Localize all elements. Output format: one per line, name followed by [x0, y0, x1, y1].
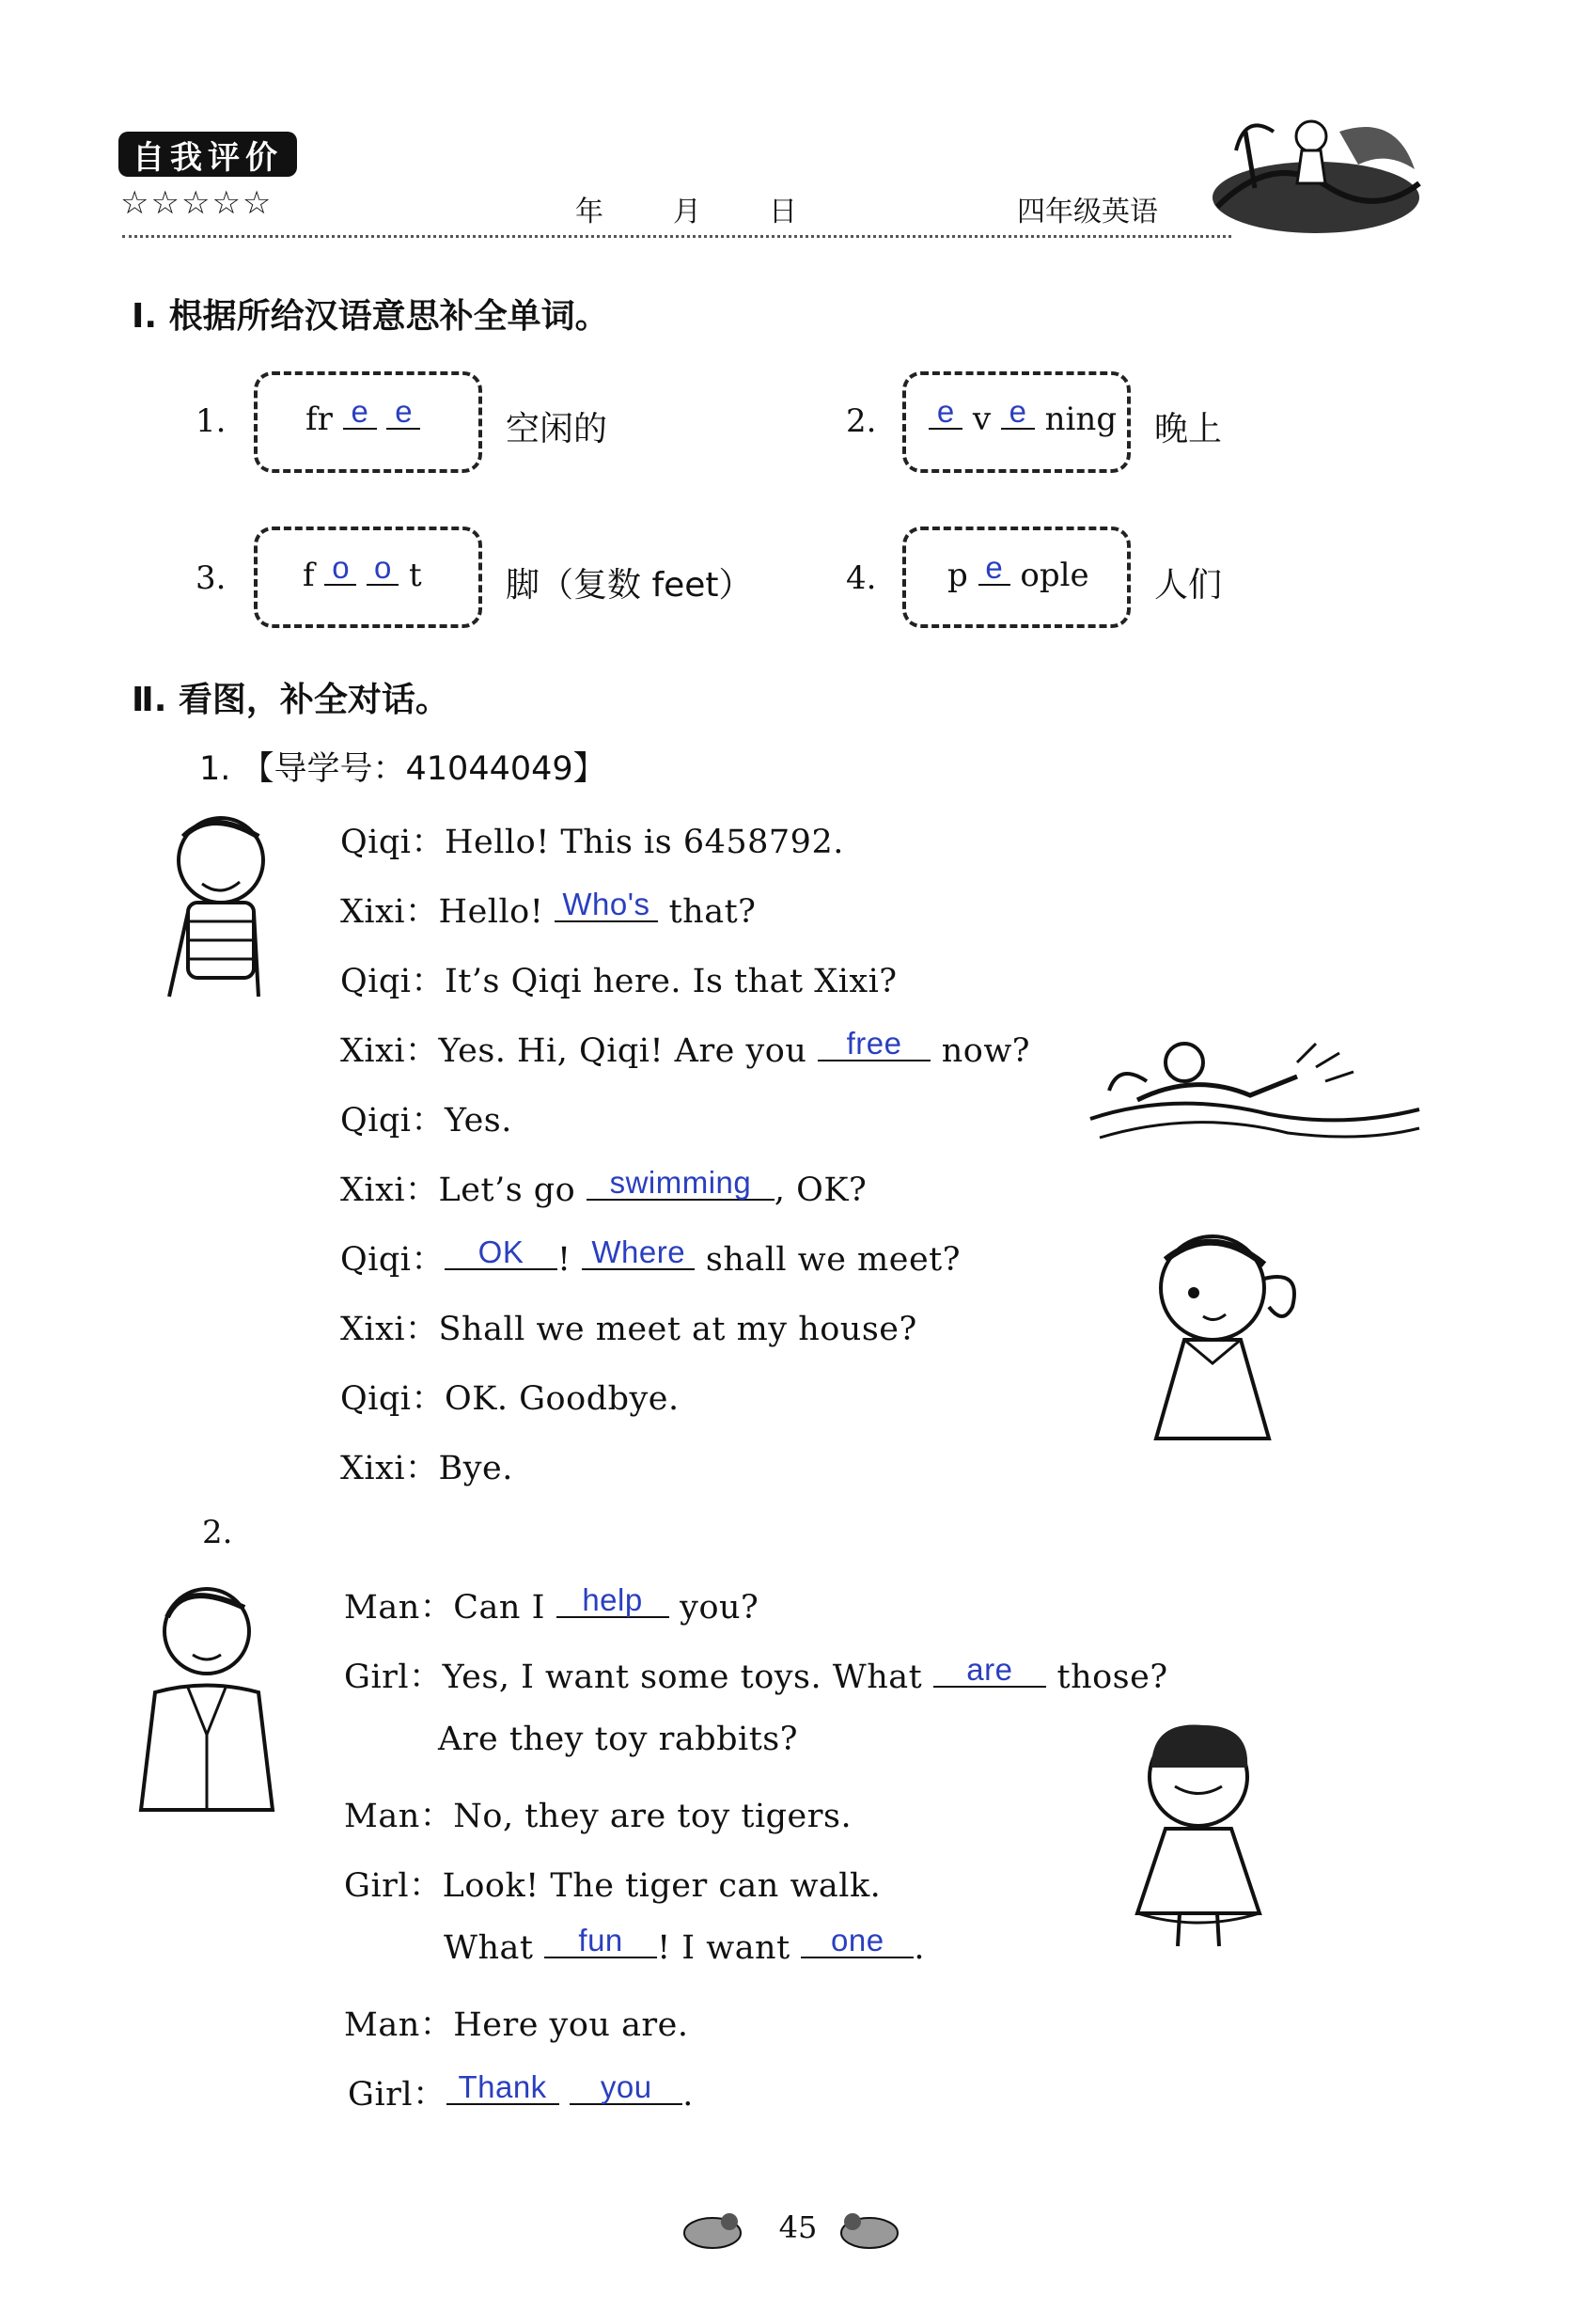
- line-text: Hello! This is 6458792.: [445, 824, 844, 861]
- line-text: shall we meet?: [705, 1241, 961, 1279]
- boy-illustration: [155, 809, 277, 1034]
- answer-blank[interactable]: e: [978, 552, 1010, 586]
- line-text: !: [557, 1241, 571, 1279]
- line-text: Look! The tiger can walk.: [442, 1867, 882, 1905]
- answer-blank[interactable]: fun: [544, 1925, 657, 1958]
- dialogue-line: [340, 955, 898, 1002]
- speaker: Man：: [344, 1589, 454, 1627]
- answer-blank[interactable]: help: [556, 1584, 669, 1618]
- speaker: Girl：: [344, 1867, 443, 1905]
- line-text: you?: [680, 1589, 759, 1627]
- speaker: Xixi：: [340, 1171, 439, 1209]
- word-fragment: v: [972, 401, 992, 438]
- line-text: ! I want: [657, 1929, 790, 1967]
- answer-blank[interactable]: o: [324, 552, 356, 586]
- item-number: 2.: [846, 402, 877, 440]
- chinese-meaning: 脚（复数 feet）: [506, 566, 753, 605]
- answer-blank[interactable]: Where: [582, 1236, 695, 1270]
- line-text: No, they are toy tigers.: [453, 1798, 853, 1835]
- line-text: OK. Goodbye.: [445, 1380, 680, 1418]
- word-fill-4: [947, 550, 1089, 594]
- page-number: 45: [778, 2209, 818, 2245]
- answer-blank[interactable]: free: [818, 1028, 931, 1061]
- line-text: Yes. Hi, Qiqi! Are you: [438, 1032, 807, 1070]
- dialogue-line: [340, 1094, 512, 1141]
- line-text: Can I: [453, 1589, 545, 1627]
- line-text: Bye.: [438, 1450, 513, 1487]
- answer-blank[interactable]: e: [343, 396, 377, 430]
- line-text: , OK?: [774, 1171, 868, 1209]
- dialogue-line: [340, 1303, 917, 1350]
- line-text: What: [444, 1929, 534, 1967]
- dialogue-line: [340, 886, 756, 933]
- dialogue-line: [340, 1164, 867, 1211]
- answer-blank[interactable]: e: [929, 396, 962, 430]
- item-number: 1.: [196, 402, 227, 440]
- dialogue-line: [344, 1860, 881, 1907]
- speaker: Girl：: [348, 2076, 446, 2114]
- speaker: Qiqi：: [340, 1241, 445, 1279]
- surfer-illustration: [1198, 94, 1429, 244]
- line-text: Let’s go: [438, 1171, 576, 1209]
- line-text: Are they toy rabbits?: [438, 1721, 798, 1758]
- word-fill-3: [303, 550, 422, 594]
- word-fragment: p: [947, 557, 968, 594]
- speaker: Xixi：: [340, 1032, 439, 1070]
- bird-right-icon: [832, 2205, 907, 2252]
- answer-blank[interactable]: swimming: [587, 1167, 775, 1201]
- answer-blank[interactable]: are: [933, 1654, 1046, 1688]
- chinese-meaning: 空闲的: [506, 410, 608, 448]
- word-fragment: ople: [1020, 557, 1089, 594]
- speaker: Man：: [344, 2006, 454, 2044]
- word-fragment: fr: [305, 401, 333, 438]
- word-fill-1: [305, 394, 420, 438]
- speaker: Qiqi：: [340, 824, 445, 861]
- answer-blank[interactable]: Thank: [446, 2071, 559, 2105]
- speaker: Xixi：: [340, 1450, 439, 1487]
- dialogue-2-label: 2.: [202, 1514, 233, 1551]
- dialogue-line: [438, 1721, 798, 1758]
- chinese-meaning: 人们: [1154, 566, 1223, 605]
- speaker: Man：: [344, 1798, 454, 1835]
- speaker: Qiqi：: [340, 1380, 445, 1418]
- answer-blank[interactable]: you: [570, 2071, 682, 2105]
- year-label: 年: [575, 196, 603, 228]
- line-text: Yes.: [445, 1102, 512, 1140]
- line-text: those?: [1056, 1659, 1168, 1696]
- line-text: Shall we meet at my house?: [438, 1311, 917, 1348]
- girl-illustration: [1128, 1222, 1325, 1448]
- dialogue-line: [340, 816, 844, 863]
- rating-stars[interactable]: ☆☆☆☆☆: [120, 184, 274, 222]
- answer-blank[interactable]: one: [801, 1925, 914, 1958]
- answer-blank[interactable]: Who's: [555, 888, 658, 922]
- dialogue-line: [348, 2068, 694, 2115]
- speaker: Xixi：: [340, 1311, 439, 1348]
- dialogue-line: [444, 1923, 925, 1967]
- section-2-title: Ⅱ. 看图，补全对话。: [132, 681, 449, 719]
- dialogue-line: [340, 1234, 961, 1281]
- chinese-meaning: 晚上: [1154, 410, 1223, 448]
- line-text: It’s Qiqi here. Is that Xixi?: [445, 963, 898, 1000]
- self-evaluation-badge: 自我评价: [118, 132, 297, 177]
- line-text: .: [682, 2076, 694, 2114]
- word-fill-2: [929, 394, 1118, 438]
- swimmer-illustration: [1081, 1025, 1429, 1156]
- month-label: 月: [673, 196, 701, 228]
- word-fragment: ning: [1044, 401, 1118, 438]
- dialogue-line: [340, 1025, 1030, 1072]
- speaker: Girl：: [344, 1659, 443, 1696]
- header-divider: [122, 235, 1231, 238]
- dialogue-line: [340, 1442, 513, 1489]
- answer-blank[interactable]: e: [1001, 396, 1035, 430]
- section-1-title: Ⅰ. 根据所给汉语意思补全单词。: [132, 297, 609, 336]
- line-text: now?: [941, 1032, 1031, 1070]
- item-number: 3.: [196, 559, 227, 597]
- dialogue-line: [344, 1999, 689, 2046]
- line-text: Yes, I want some toys. What: [442, 1659, 923, 1696]
- answer-blank[interactable]: o: [367, 552, 399, 586]
- speaker: Qiqi：: [340, 963, 445, 1000]
- line-text: .: [914, 1929, 925, 1967]
- line-text: Here you are.: [453, 2006, 689, 2044]
- speaker: Qiqi：: [340, 1102, 445, 1140]
- item-number: 4.: [846, 559, 877, 597]
- answer-blank[interactable]: e: [386, 396, 420, 430]
- man-illustration: [132, 1570, 282, 1824]
- line-text: Hello!: [438, 893, 544, 931]
- day-label: 日: [769, 196, 797, 228]
- girl-2-illustration: [1123, 1711, 1283, 1956]
- answer-blank[interactable]: OK: [445, 1236, 557, 1270]
- word-fragment: t: [409, 557, 422, 594]
- dialogue-line: [344, 1790, 852, 1837]
- word-fragment: f: [303, 557, 315, 594]
- dialogue-line: [340, 1373, 680, 1420]
- grade-label: 四年级英语: [1017, 196, 1158, 228]
- dialogue-line: [344, 1581, 759, 1628]
- dialogue-line: [344, 1651, 1168, 1698]
- dialogue-1-label: 1. 【导学号：41044049】: [199, 750, 606, 788]
- speaker: Xixi：: [340, 893, 439, 931]
- line-text: that?: [668, 893, 757, 931]
